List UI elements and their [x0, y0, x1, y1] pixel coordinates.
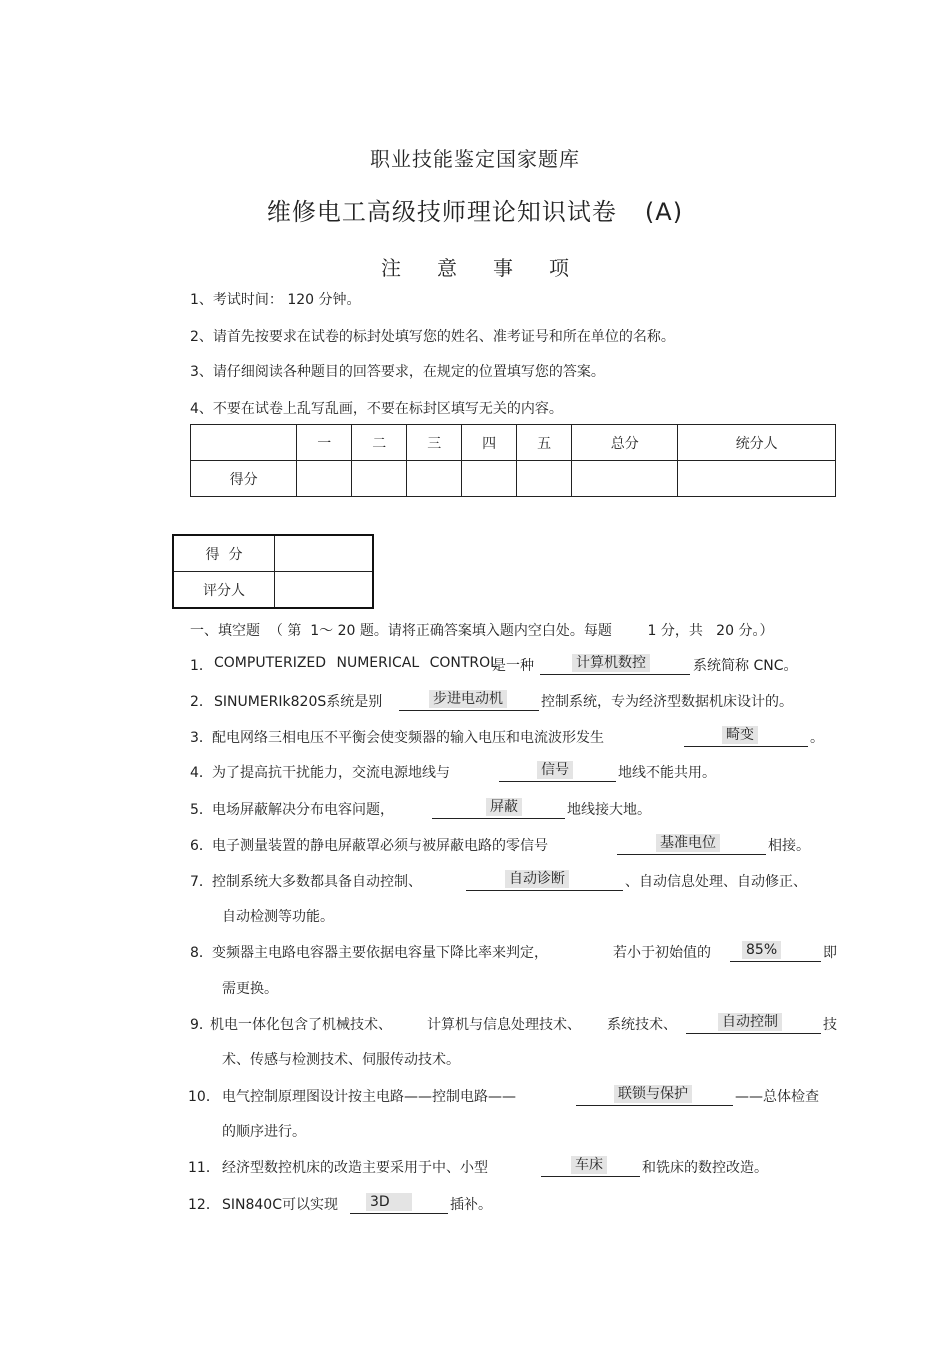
question-text: 地线不能共用。 — [618, 765, 716, 781]
notice-heading-char: 注 — [381, 256, 401, 280]
notice-heading-char: 事 — [493, 256, 513, 280]
answer-text: 车床 — [571, 1156, 607, 1174]
question-text: ——总体检查 — [735, 1089, 819, 1105]
question-text: 相接。 — [768, 838, 810, 854]
notice-heading-char: 意 — [437, 256, 457, 280]
question-text: 是一种 — [492, 658, 534, 674]
question-number: 7． — [190, 874, 213, 890]
question-text: 电场屏蔽解决分布电容问题， — [212, 802, 394, 818]
answer-text: 自动控制 — [718, 1013, 782, 1031]
exam-bank-title: 职业技能鉴定国家题库 — [370, 147, 580, 171]
answer-text: 85% — [742, 941, 781, 959]
question-number: 5． — [190, 802, 213, 818]
question-number: 12． — [188, 1197, 220, 1213]
question-text: 机电一体化包含了机械技术、 — [210, 1017, 392, 1033]
section-heading: 一、填空题 （ 第 1～ 20 题。请将正确答案填入题内空白处。每题 1 分，共 20 分。） — [190, 623, 774, 639]
question-number: 8． — [190, 945, 213, 961]
answer-text: 自动诊断 — [505, 870, 569, 888]
grader-score-cell[interactable] — [275, 535, 374, 572]
question-text: 变频器主电路电容器主要依据电容量下降比率来判定， — [212, 945, 548, 961]
question-text: 电子测量装置的静电屏蔽罩必须与被屏蔽电路的零信号 — [212, 838, 548, 854]
score-cell[interactable] — [297, 461, 352, 497]
question-text: 配电网络三相电压不平衡会使变频器的输入电压和电流波形发生 — [212, 730, 604, 746]
question-text: 系统技术、 — [607, 1017, 677, 1033]
question-text: 若小于初始值的 — [613, 945, 711, 961]
notice-item: 1、考试时间： 120 分钟。 — [190, 292, 361, 308]
score-table — [190, 424, 836, 497]
answer-text: 信号 — [537, 761, 573, 779]
exam-paper-title-text: 维修电工高级技师理论知识试卷 — [266, 198, 617, 226]
question-text: 计算机与信息处理技术、 — [427, 1017, 581, 1033]
question-text: 控制系统，专为经济型数据机床设计的。 — [541, 694, 793, 710]
score-table-header: 二 — [352, 425, 407, 461]
grader-box — [172, 534, 374, 609]
grader-name-cell[interactable] — [275, 572, 374, 609]
question-text-continued: 自动检测等功能。 — [222, 909, 334, 925]
answer-text: 步进电动机 — [429, 690, 507, 708]
question-text: 地线接大地。 — [567, 802, 651, 818]
score-cell[interactable] — [572, 461, 678, 497]
exam-paper-title — [0, 192, 950, 227]
question-text: 即 — [823, 945, 837, 961]
score-table-header: 四 — [462, 425, 517, 461]
score-table-header: 一 — [297, 425, 352, 461]
question-number: 4． — [190, 765, 213, 781]
question-text-continued: 术、传感与检测技术、伺服传动技术。 — [222, 1052, 460, 1068]
notice-heading — [0, 252, 950, 281]
score-cell[interactable] — [517, 461, 572, 497]
question-text: COMPUTERIZED NUMERICAL CONTROL — [214, 655, 498, 671]
answer-text: 基准电位 — [656, 834, 720, 852]
question-number: 3． — [190, 730, 213, 746]
question-text: SINUMERIk820S系统是别 — [214, 694, 383, 710]
answer-text: 畸变 — [722, 726, 758, 744]
notice-item: 4、不要在试卷上乱写乱画，不要在标封区填写无关的内容。 — [190, 401, 563, 417]
answer-text: 联锁与保护 — [614, 1085, 692, 1103]
question-text-continued: 的顺序进行。 — [222, 1124, 306, 1140]
notice-item: 2、请首先按要求在试卷的标封处填写您的姓名、准考证号和所在单位的名称。 — [190, 329, 675, 345]
score-table-header: 五 — [517, 425, 572, 461]
question-text: 、自动信息处理、自动修正、 — [625, 874, 807, 890]
question-number: 10． — [188, 1089, 220, 1105]
score-table-header: 三 — [407, 425, 462, 461]
score-table-score-row — [191, 461, 836, 497]
score-cell[interactable] — [462, 461, 517, 497]
score-cell[interactable] — [678, 461, 836, 497]
score-cell[interactable] — [407, 461, 462, 497]
answer-text: 屏蔽 — [486, 798, 522, 816]
score-table-header — [191, 425, 297, 461]
notice-item: 3、请仔细阅读各种题目的回答要求，在规定的位置填写您的答案。 — [190, 364, 605, 380]
answer-text: 3D — [366, 1193, 412, 1211]
question-number: 9． — [190, 1017, 213, 1033]
score-cell[interactable] — [352, 461, 407, 497]
notice-heading-char: 项 — [549, 256, 569, 280]
question-number: 1． — [190, 658, 213, 674]
exam-paper-variant: (A) — [644, 198, 684, 226]
question-text: SIN840C可以实现 — [222, 1197, 338, 1213]
question-text: 系统简称 CNC。 — [693, 658, 798, 674]
score-table-header: 总分 — [572, 425, 678, 461]
question-text: 和铣床的数控改造。 — [642, 1160, 768, 1176]
grader-name-label: 评分人 — [173, 572, 275, 609]
question-text: 技 — [823, 1017, 837, 1033]
question-number: 2． — [190, 694, 213, 710]
question-text-continued: 需更换。 — [222, 981, 278, 997]
score-table-header-row — [191, 425, 836, 461]
question-text: 为了提高抗干扰能力，交流电源地线与 — [212, 765, 450, 781]
question-number: 6． — [190, 838, 213, 854]
answer-text: 计算机数控 — [572, 654, 650, 672]
grader-score-label: 得 分 — [173, 535, 275, 572]
question-text: 。 — [810, 730, 824, 746]
score-table-header: 统分人 — [678, 425, 836, 461]
question-text: 电气控制原理图设计按主电路——控制电路—— — [222, 1089, 516, 1105]
question-number: 11． — [188, 1160, 220, 1176]
question-text: 插补。 — [450, 1197, 492, 1213]
score-row-label: 得分 — [191, 461, 297, 497]
question-text: 经济型数控机床的改造主要采用于中、小型 — [222, 1160, 488, 1176]
question-text: 控制系统大多数都具备自动控制、 — [212, 874, 422, 890]
